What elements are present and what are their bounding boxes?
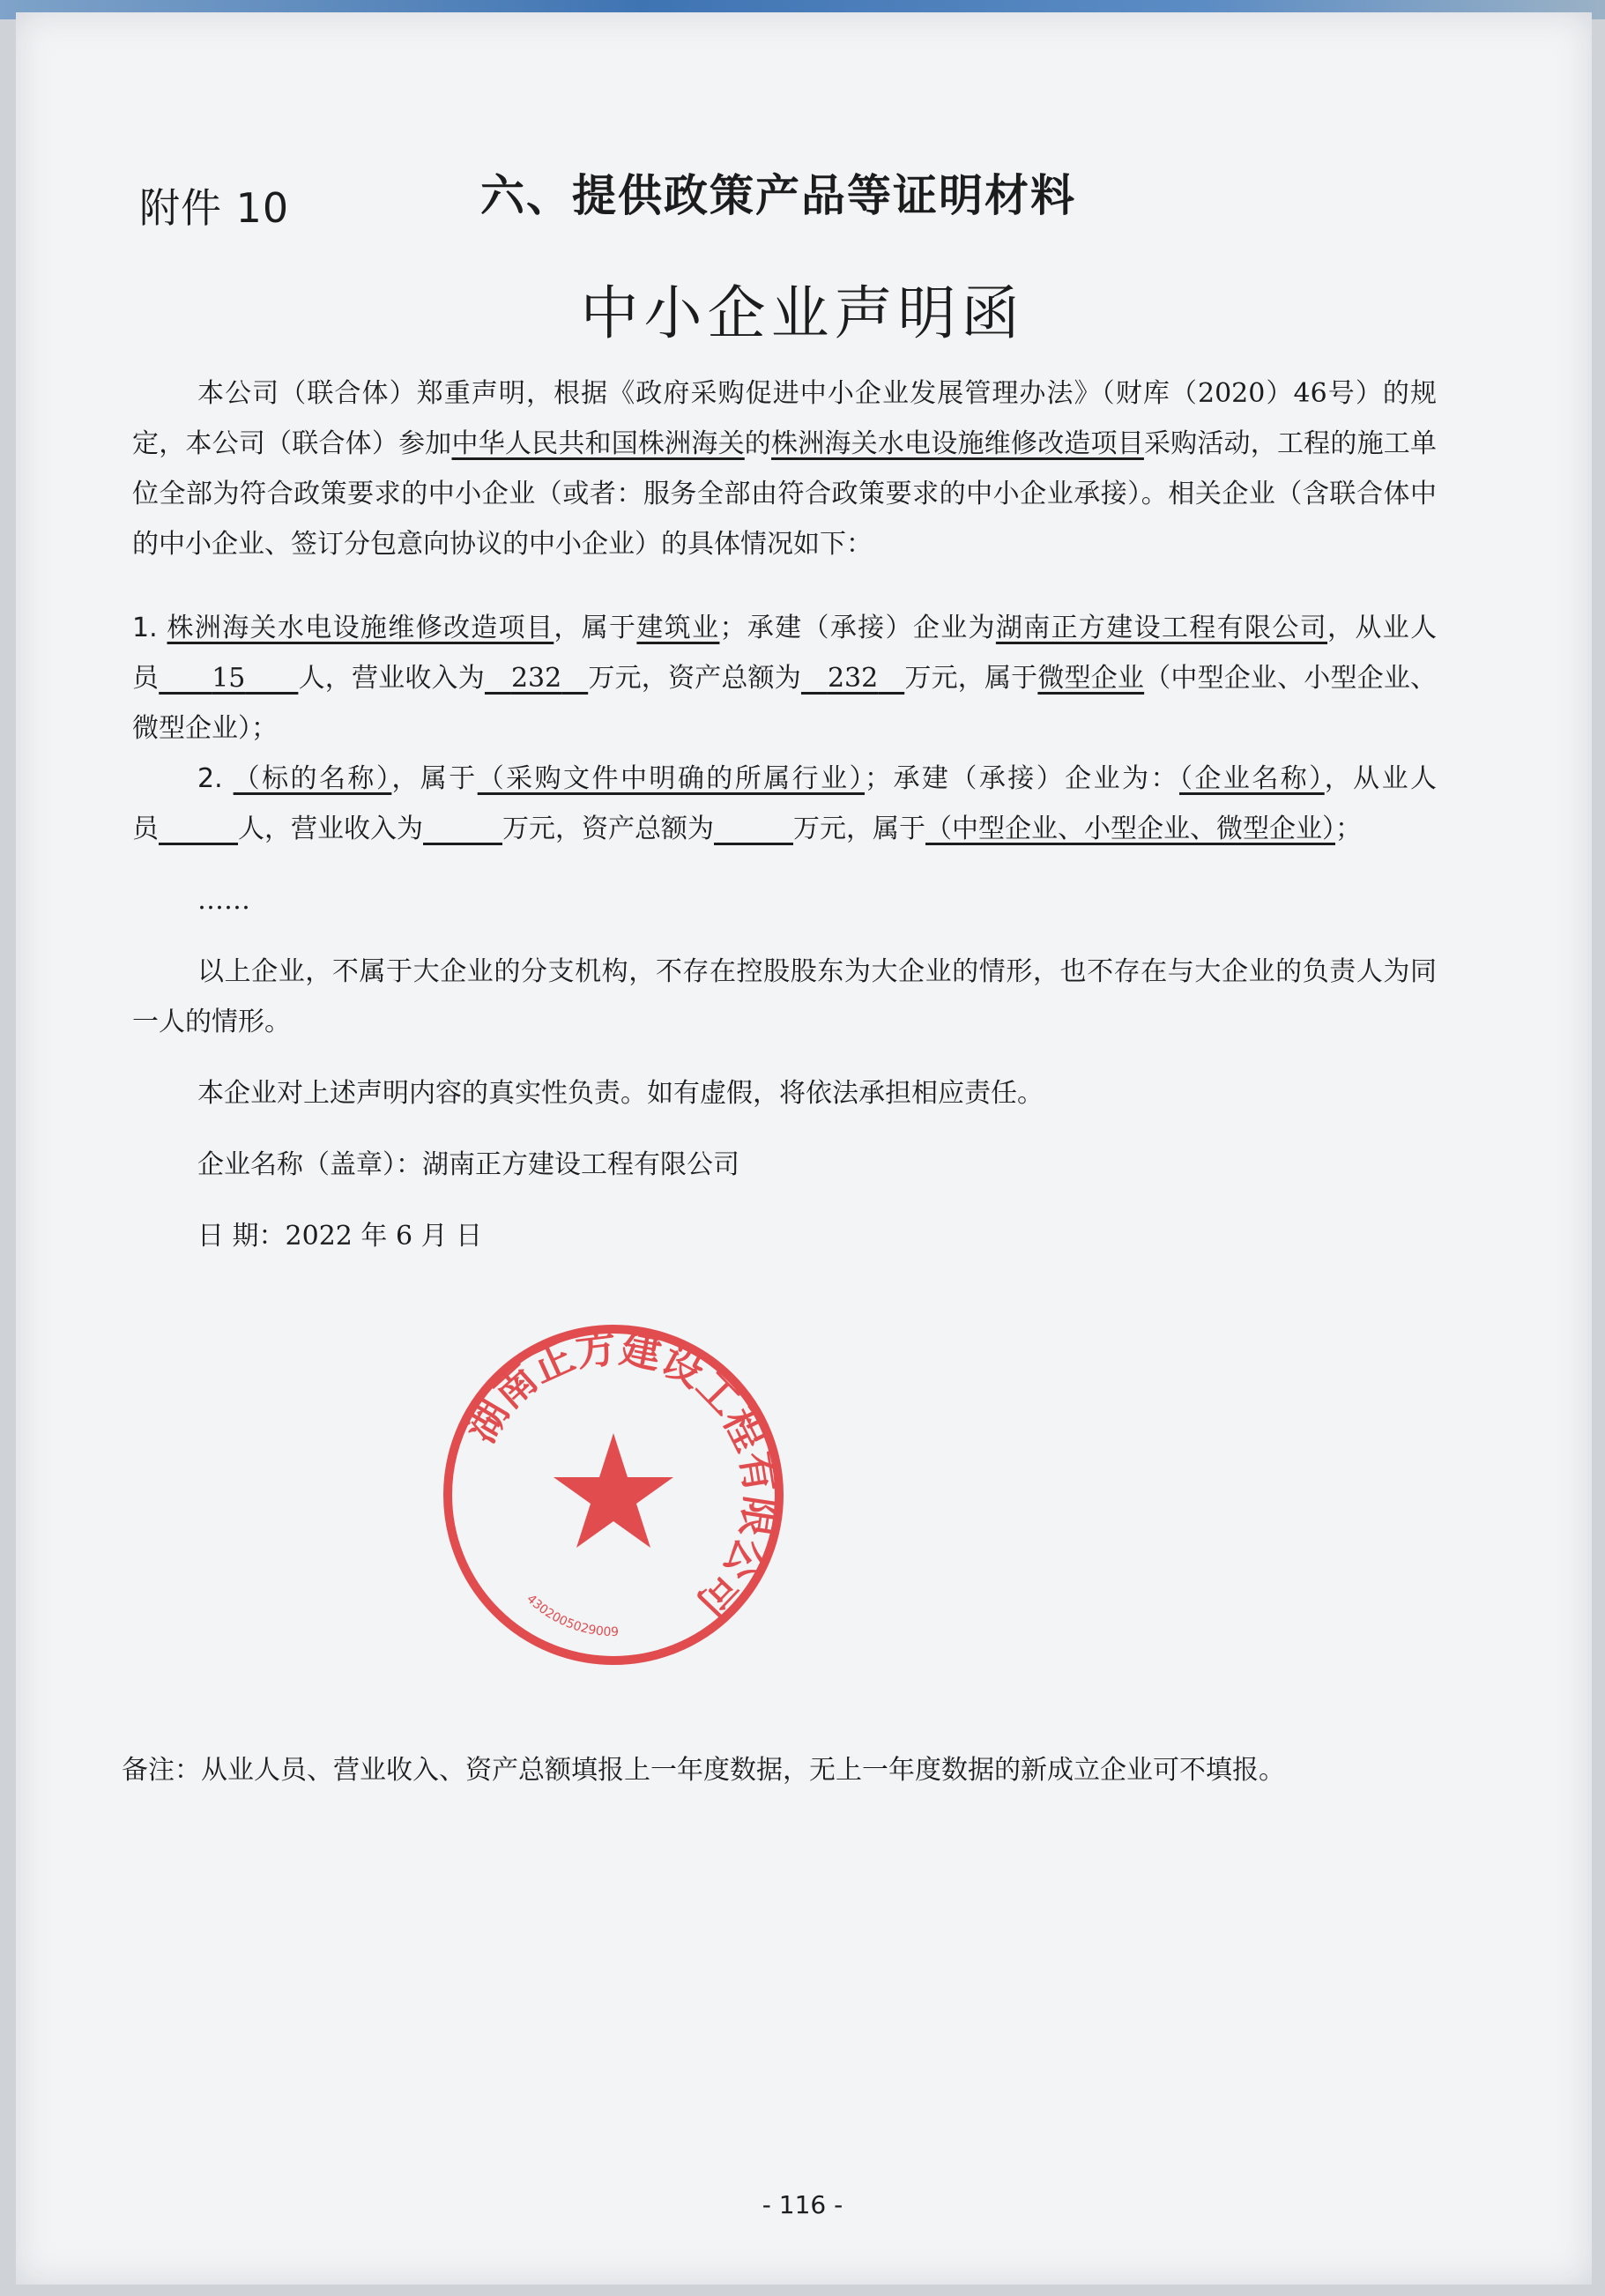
item-2-staff-blank — [159, 814, 238, 844]
item-2-name: （标的名称） — [233, 763, 392, 794]
item-2-number: 2. — [197, 763, 223, 794]
item-2-text-4: 人，营业收入为 — [238, 814, 423, 844]
item-1-text-3: ，从业人员 — [132, 613, 1438, 694]
item-1-text-1: ，属于 — [554, 613, 637, 643]
seal-star-icon — [554, 1433, 673, 1548]
item-1-text-5: 万元，资产总额为 — [588, 663, 801, 694]
footnote: 备注：从业人员、营业收入、资产总额填报上一年度数据，无上一年度数据的新成立企业可不填报。 — [122, 1755, 1285, 1786]
intro-text-2: 的 — [744, 428, 772, 459]
intro-paragraph — [132, 368, 1437, 569]
company-name: 湖南正方建设工程有限公司 — [422, 1149, 739, 1180]
seal-code: 4302005029009 — [524, 1592, 620, 1640]
item-1-text-2: ；承建（承接）企业为 — [719, 613, 996, 643]
item-2-text-1: ，属于 — [391, 763, 478, 794]
date-line — [132, 1211, 1437, 1261]
item-1-assets: 232 — [827, 663, 879, 694]
item-2-text-7: ； — [1335, 814, 1362, 844]
date-label: 日 期： — [197, 1221, 286, 1252]
item-1-project: 株洲海关水电设施维修改造项目 — [167, 613, 554, 643]
item-1-company: 湖南正方建设工程有限公司 — [995, 613, 1328, 643]
item-2-text-5: 万元，资产总额为 — [502, 814, 714, 844]
company-seal — [437, 1319, 790, 1671]
item-2-assets-blank — [714, 814, 793, 844]
item-1-industry: 建筑业 — [636, 613, 720, 643]
company-label: 企业名称（盖章）： — [197, 1149, 422, 1180]
item-2-industry: （采购文件中明确的所属行业） — [477, 763, 866, 794]
ellipsis: …… — [197, 885, 250, 916]
enterprise-item-1 — [132, 603, 1437, 754]
item-2-scale: （中型企业、小型企业、微型企业） — [925, 814, 1335, 844]
document-title: 中小企业声明函 — [580, 279, 1025, 347]
buyer-name: 中华人民共和国株洲海关 — [451, 428, 745, 459]
company-signature-line — [132, 1140, 1437, 1190]
date-value: 2022 年 6 月 日 — [285, 1221, 483, 1252]
item-1-text-4: 人，营业收入为 — [298, 663, 485, 694]
annex-label: 附件 10 — [139, 184, 290, 232]
page-number: - 116 - — [762, 2190, 843, 2219]
seal-text: 湖南正方建设工程有限公司 — [456, 1323, 785, 1628]
document-body — [132, 368, 1437, 1261]
item-1-revenue: 232 — [510, 663, 562, 694]
project-name: 株洲海关水电设施维修改造项目 — [771, 428, 1144, 459]
item-1-scale: 微型企业 — [1037, 663, 1145, 694]
item-2-revenue-blank — [423, 814, 502, 844]
item-2-company: （企业名称） — [1178, 763, 1325, 794]
item-2-text-3: ，从业人员 — [132, 763, 1438, 844]
declaration-paragraph-1: 以上企业，不属于大企业的分支机构，不存在控股股东为大企业的情形，也不存在与大企业的负责人为同一人的情形。 — [132, 956, 1437, 1037]
item-1-text-7: （中型企业、小型企业、微型企业）； — [132, 663, 1438, 744]
section-title: 六、提供政策产品等证明材料 — [480, 170, 1076, 221]
item-2-text-6: 万元，属于 — [793, 814, 925, 844]
item-1-staff: 15 — [212, 663, 246, 694]
intro-text-1: 本公司（联合体）郑重声明，根据《政府采购促进中小企业发展管理办法》（财库（2020）46号）的规定，本公司（联合体）参加 — [132, 378, 1437, 459]
item-1-text-6: 万元，属于 — [904, 663, 1038, 694]
declaration-paragraph-2: 本企业对上述声明内容的真实性负责。如有虚假，将依法承担相应责任。 — [197, 1078, 1044, 1109]
intro-text-3: 采购活动，工程的施工单位全部为符合政策要求的中小企业（或者：服务全部由符合政策要求的中小企业承接）。相关企业（含联合体中的中小企业、签订分包意向协议的中小企业）的具体情况如下： — [132, 428, 1438, 560]
enterprise-item-2 — [132, 754, 1437, 854]
item-2-text-2: ；承建（承接）企业为： — [865, 763, 1179, 794]
item-1-number: 1. — [132, 613, 158, 643]
